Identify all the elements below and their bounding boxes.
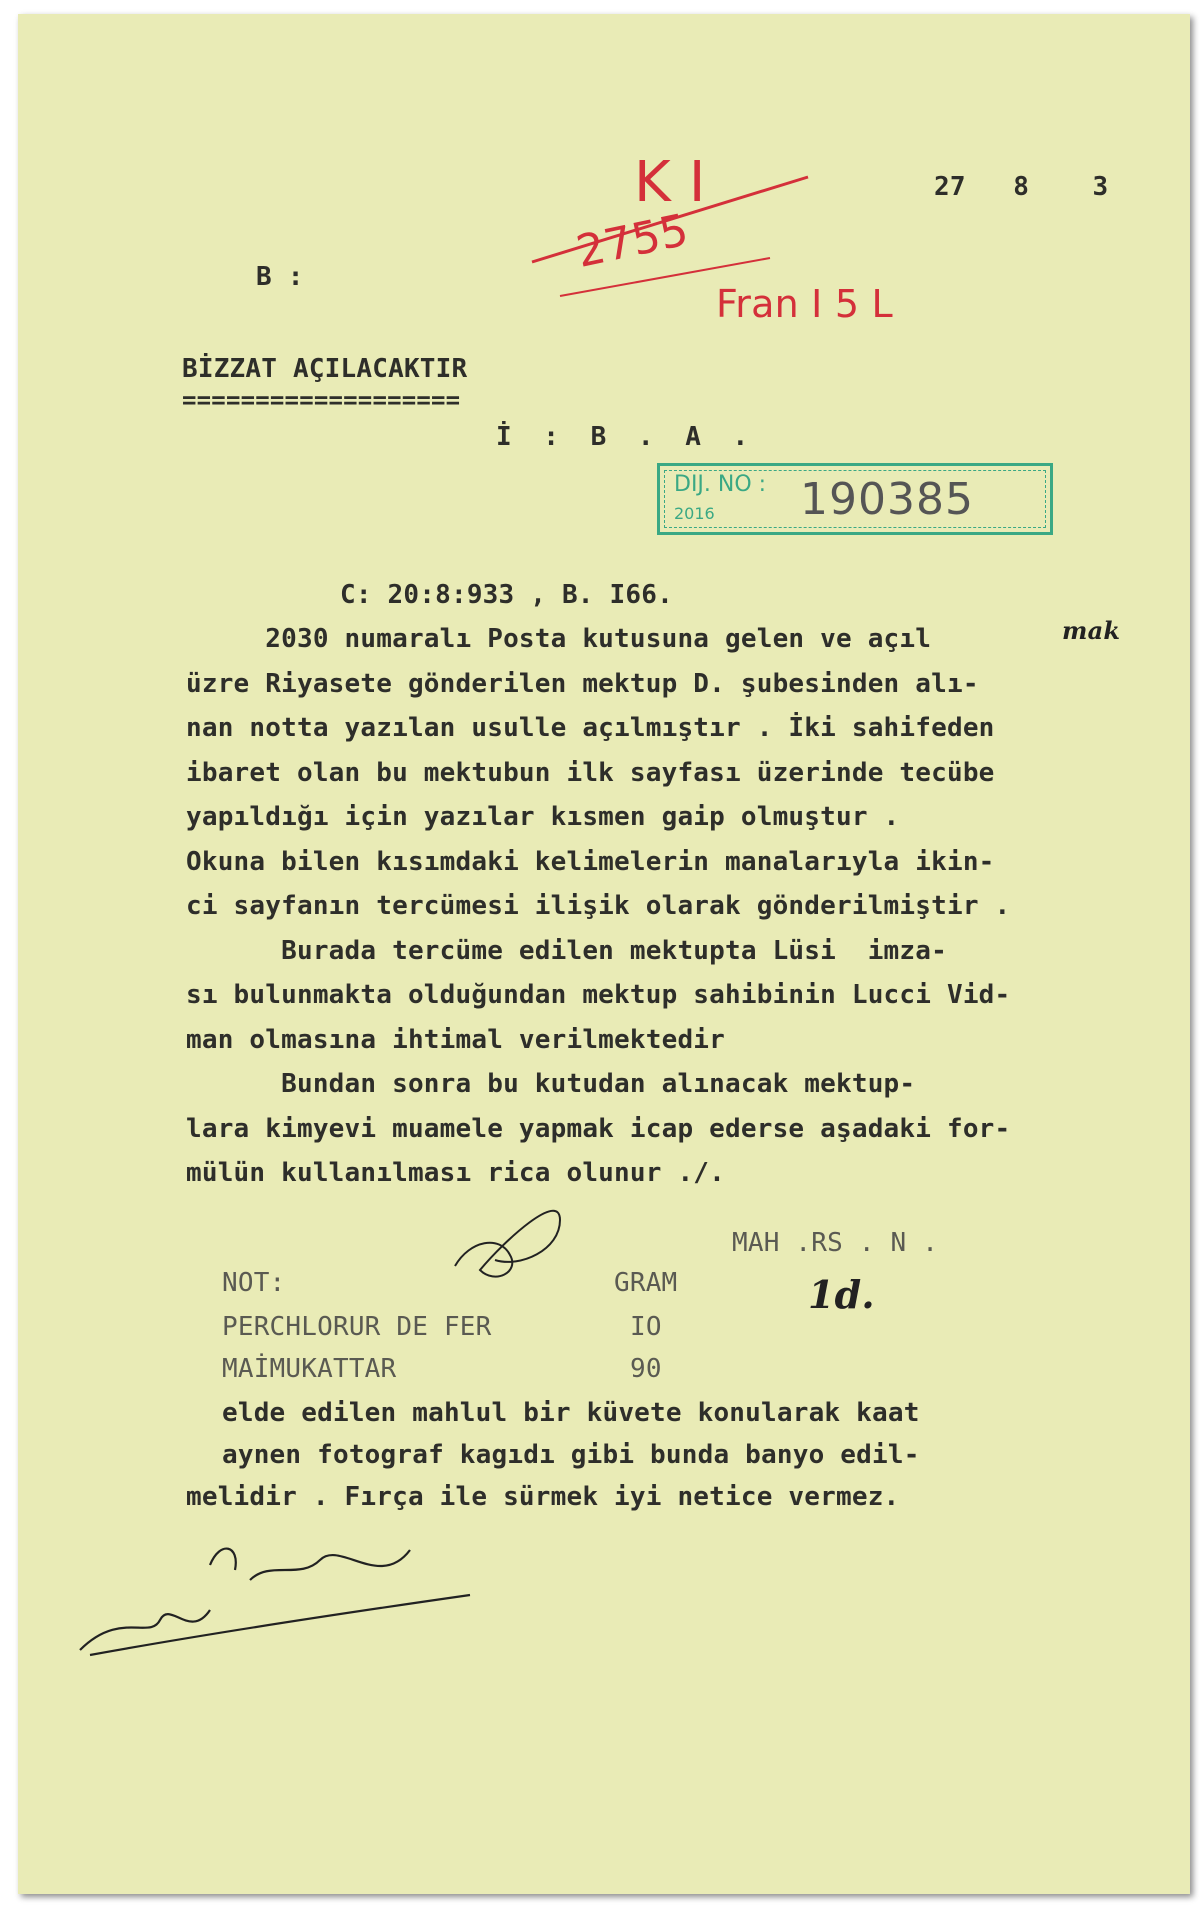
body-line: Bundan sonra bu kutudan alınacak mektup- [186, 1069, 916, 1099]
note-item-qty: IO [630, 1312, 662, 1342]
body-line: nan notta yazılan usulle açılmıştır . İki sahifeden [186, 713, 995, 743]
body-line: üzre Riyasete gönderilen mektup D. şubesinden alı- [186, 668, 979, 699]
body-line: Burada tercüme edilen mektupta Lüsi imza- [186, 935, 947, 966]
document-date: 27 8 3 [934, 172, 1109, 202]
heading-underline: =================== [182, 386, 461, 414]
note-line: melidir . Fırça ile sürmek iyi netice vermez. [186, 1482, 900, 1512]
note-item-name: PERCHLORUR DE FER [222, 1312, 492, 1342]
confidential-heading: BİZZAT AÇILACAKTIR [182, 354, 468, 384]
body-line: ibaret olan bu mektubun ilk sayfası üzerinde tecübe [186, 757, 995, 788]
archive-stamp [657, 463, 1053, 535]
office-handwritten-mark: 1d. [808, 1272, 875, 1317]
body-line: yapıldığı için yazılar kısmen gaip olmuştur . [186, 802, 900, 832]
red-annotation-number: 2755 [572, 204, 693, 278]
handwritten-insert: mak [1062, 616, 1121, 645]
office-label: MAH .RS . N . [732, 1228, 939, 1258]
initials-signature [455, 1211, 560, 1277]
stamp-number: 190385 [800, 474, 974, 525]
red-annotation-note: Fran I 5 L [716, 282, 893, 326]
red-annotation-code: K I [634, 150, 706, 215]
body-line: Okuna bilen kısımdaki kelimelerin manalarıyla ikin- [186, 846, 995, 877]
main-signature [80, 1549, 470, 1655]
body-line: sı bulunmakta olduğundan mektup sahibinin Lucci Vid- [186, 980, 1011, 1010]
stamp-year: 2016 [674, 504, 715, 523]
note-label: NOT: [222, 1268, 286, 1298]
note-line: aynen fotograf kagıdı gibi bunda banyo edil- [222, 1440, 920, 1470]
recipient-label: B : [256, 262, 304, 292]
note-item-qty: 90 [630, 1354, 662, 1384]
sender-label: İ : B . A . [496, 422, 757, 452]
body-line: ci sayfanın tercümesi ilişik olarak gönderilmiştir . [186, 891, 1011, 921]
body-line: man olmasına ihtimal verilmektedir [186, 1024, 726, 1055]
note-item-name: MAİMUKATTAR [222, 1354, 397, 1384]
note-unit-header: GRAM [614, 1268, 678, 1298]
body-line: lara kimyevi muamele yapmak icap ederse aşadaki for- [186, 1113, 1011, 1144]
note-line: elde edilen mahlul bir küvete konularak kaat [222, 1398, 920, 1428]
stamp-label: DIJ. NO : [674, 472, 767, 497]
body-line: 2030 numaralı Posta kutusuna gelen ve açıl [186, 624, 932, 654]
body-line: mülün kullanılması rica olunur ./. [186, 1158, 726, 1188]
reference-line: C: 20:8:933 , B. I66. [340, 580, 673, 610]
